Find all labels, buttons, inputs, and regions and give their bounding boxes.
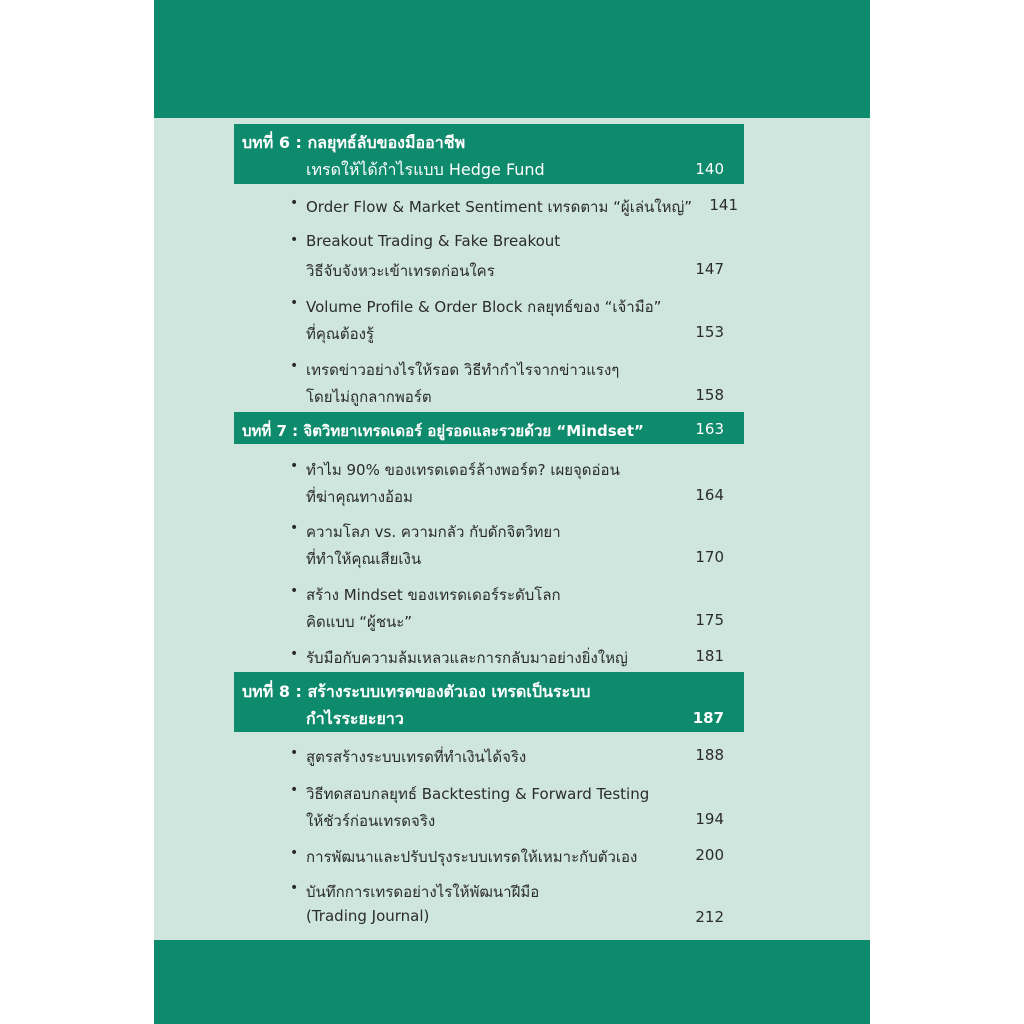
bottom-color-band bbox=[154, 940, 870, 1024]
entry-page-number: 147 bbox=[695, 260, 724, 278]
toc-entry bbox=[290, 295, 724, 345]
entry-page-number: 164 bbox=[695, 486, 724, 504]
bullet-icon: • bbox=[290, 520, 299, 536]
chapter-subtitle: เทรดให้ได้กำไรแบบ Hedge Fund bbox=[306, 160, 545, 179]
chapter-page-number: 163 bbox=[695, 420, 724, 438]
entry-title-continued: ที่ฆ่าคุณทางอ้อม bbox=[306, 488, 413, 506]
entry-title: วิธีทดสอบกลยุทธ์ Backtesting & Forward Testing bbox=[306, 785, 650, 803]
toc-entry bbox=[290, 646, 724, 668]
toc-entry bbox=[290, 845, 724, 867]
bullet-icon: • bbox=[290, 845, 299, 861]
toc-entry bbox=[290, 458, 724, 508]
entry-title: ทำไม 90% ของเทรดเดอร์ล้างพอร์ต? เผยจุดอ่อน bbox=[306, 461, 620, 479]
entry-title: สูตรสร้างระบบเทรดที่ทำเงินได้จริง bbox=[306, 748, 527, 766]
chapter-6-header bbox=[234, 124, 744, 184]
entry-page-number: 141 bbox=[709, 196, 738, 214]
toc-page bbox=[154, 0, 870, 1024]
entry-title-continued: ที่ทำให้คุณเสียเงิน bbox=[306, 550, 422, 568]
chapter-subtitle: กำไรระยะยาว bbox=[306, 709, 404, 728]
bullet-icon: • bbox=[290, 195, 299, 211]
entry-title: Volume Profile & Order Block กลยุทธ์ของ “เจ้ามือ” bbox=[306, 298, 662, 316]
chapter-title: บทที่ 8 : สร้างระบบเทรดของตัวเอง เทรดเป็นระบบ bbox=[242, 682, 591, 701]
entry-title: การพัฒนาและปรับปรุงระบบเทรดให้เหมาะกับตัวเอง bbox=[306, 848, 638, 866]
chapter-page-number: 187 bbox=[692, 709, 724, 727]
entry-page-number: 200 bbox=[695, 846, 724, 864]
toc-entry bbox=[290, 232, 724, 282]
bullet-icon: • bbox=[290, 232, 299, 248]
bullet-icon: • bbox=[290, 646, 299, 662]
toc-entry bbox=[290, 358, 724, 408]
entry-title-continued: โดยไม่ถูกลากพอร์ต bbox=[306, 388, 432, 406]
bullet-icon: • bbox=[290, 458, 299, 474]
chapter-title: บทที่ 7 : จิตวิทยาเทรดเดอร์ อยู่รอดและรวยด้วย “Mindset” bbox=[242, 422, 644, 440]
entry-title: รับมือกับความล้มเหลวและการกลับมาอย่างยิ่งใหญ่ bbox=[306, 649, 628, 667]
chapter-title: บทที่ 6 : กลยุทธ์ลับของมืออาชีพ bbox=[242, 133, 466, 152]
entry-title-continued: วิธีจับจังหวะเข้าเทรดก่อนใคร bbox=[306, 262, 495, 280]
entry-title-continued: (Trading Journal) bbox=[306, 907, 430, 925]
entry-title: Breakout Trading & Fake Breakout bbox=[306, 232, 561, 250]
toc-entry bbox=[290, 782, 724, 832]
toc-entry bbox=[290, 745, 724, 767]
entry-title: สร้าง Mindset ของเทรดเดอร์ระดับโลก bbox=[306, 586, 561, 604]
entry-page-number: 158 bbox=[695, 386, 724, 404]
toc-entry bbox=[290, 195, 738, 217]
entry-title: บันทึกการเทรดอย่างไรให้พัฒนาฝีมือ bbox=[306, 883, 540, 901]
toc-entry bbox=[290, 880, 724, 930]
bullet-icon: • bbox=[290, 745, 299, 761]
entry-page-number: 153 bbox=[695, 323, 724, 341]
entry-title-continued: ให้ชัวร์ก่อนเทรดจริง bbox=[306, 812, 436, 830]
entry-page-number: 175 bbox=[695, 611, 724, 629]
toc-entry bbox=[290, 583, 724, 633]
top-color-band bbox=[154, 0, 870, 118]
bullet-icon: • bbox=[290, 358, 299, 374]
entry-title-continued: คิดแบบ “ผู้ชนะ” bbox=[306, 613, 413, 631]
entry-title: ความโลภ vs. ความกลัว กับดักจิตวิทยา bbox=[306, 523, 561, 541]
chapter-page-number: 140 bbox=[695, 160, 724, 178]
entry-title-continued: ที่คุณต้องรู้ bbox=[306, 325, 374, 343]
entry-page-number: 212 bbox=[695, 908, 724, 926]
bullet-icon: • bbox=[290, 583, 299, 599]
entry-page-number: 170 bbox=[695, 548, 724, 566]
bullet-icon: • bbox=[290, 295, 299, 311]
chapter-8-header bbox=[234, 672, 744, 732]
entry-page-number: 194 bbox=[695, 810, 724, 828]
chapter-7-header bbox=[234, 412, 744, 444]
bullet-icon: • bbox=[290, 880, 299, 896]
bullet-icon: • bbox=[290, 782, 299, 798]
toc-entry bbox=[290, 520, 724, 570]
entry-page-number: 181 bbox=[695, 647, 724, 665]
entry-title: Order Flow & Market Sentiment เทรดตาม “ผู้เล่นใหญ่” bbox=[306, 198, 693, 216]
entry-title: เทรดข่าวอย่างไรให้รอด วิธีทำกำไรจากข่าวแรงๆ bbox=[306, 361, 620, 379]
entry-page-number: 188 bbox=[695, 746, 724, 764]
